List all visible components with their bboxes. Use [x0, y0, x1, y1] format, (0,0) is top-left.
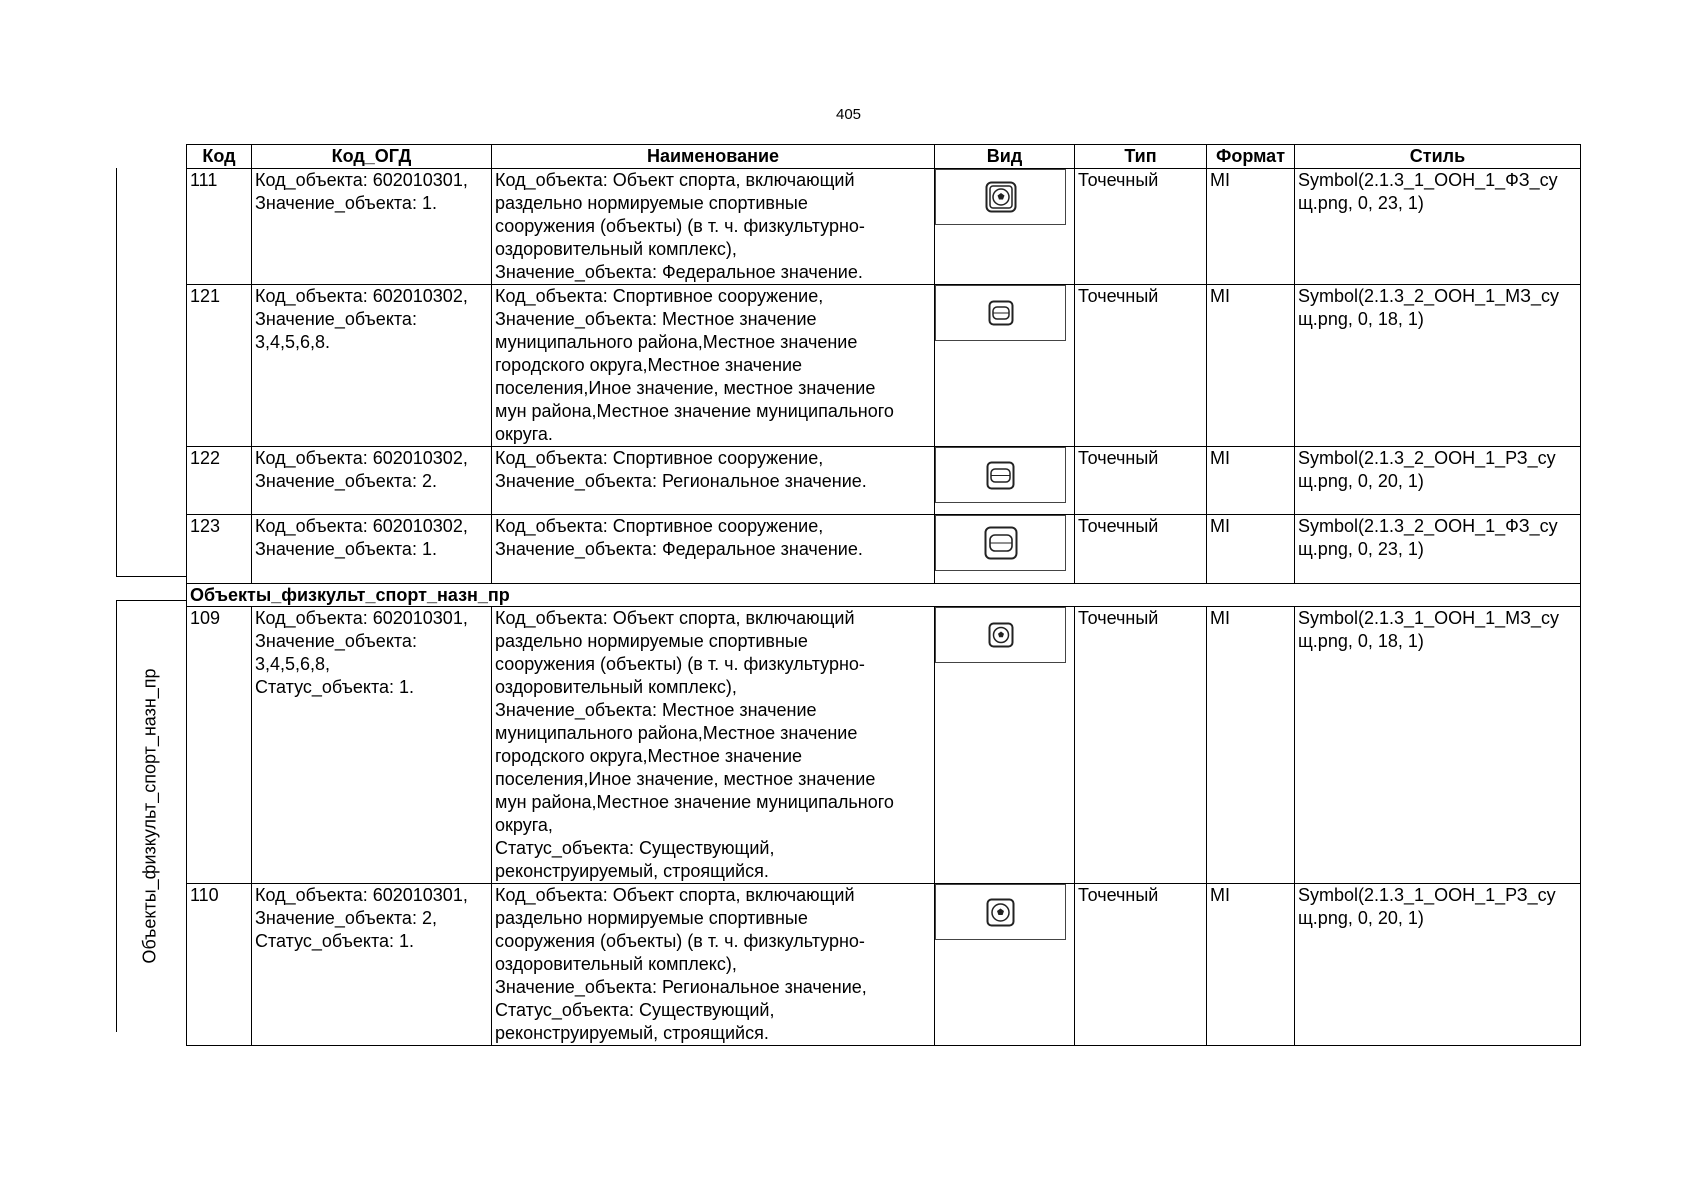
cell-tip: Точечный — [1078, 608, 1159, 628]
group-bracket-line-top — [116, 168, 117, 577]
cell-style: Symbol(2.1.3_1_ООН_1_ФЗ_су щ.png, 0, 23, 1) — [1298, 170, 1558, 213]
cell-kod: 123 — [190, 516, 221, 536]
header-tip: Тип — [1075, 145, 1207, 169]
table-row — [187, 884, 1581, 1046]
cell-style: Symbol(2.1.3_1_ООН_1_МЗ_су щ.png, 0, 18, 1) — [1298, 608, 1559, 651]
cell-name: Код_объекта: Спортивное сооружение, Значение_объекта: Федеральное значение. — [495, 516, 863, 559]
cell-name: Код_объекта: Объект спорта, включающий раздельно нормируемые спортивные сооружения (объекты) (в т. ч. физкультурно- оздоровительный комплекс), Значение_объекта: Федеральное значение. — [495, 170, 865, 282]
header-kod-ogd: Код_ОГД — [252, 145, 492, 169]
cell-name: Код_объекта: Объект спорта, включающий раздельно нормируемые спортивные сооружения (объекты) (в т. ч. физкультурно- оздоровительный комплекс), Значение_объекта: Региональное значение, Статус_объекта: Существующий, реконструируемый, строящийся. — [495, 885, 867, 1043]
cell-kod-ogd: Код_объекта: 602010302, Значение_объекта: 2. — [255, 448, 468, 491]
cell-kod: 121 — [190, 286, 221, 306]
cell-name: Код_объекта: Спортивное сооружение, Значение_объекта: Региональное значение. — [495, 448, 867, 491]
cell-format: MI — [1210, 170, 1230, 190]
table-row — [187, 169, 1581, 285]
header-name: Наименование — [492, 145, 935, 169]
cell-tip: Точечный — [1078, 516, 1159, 536]
cell-vid — [935, 884, 1075, 1046]
cell-format: MI — [1210, 516, 1230, 536]
group-title: Объекты_физкульт_спорт_назн_пр — [187, 584, 1581, 607]
sport-rect-large-icon — [984, 526, 1018, 560]
cell-kod: 109 — [190, 608, 221, 628]
group-bracket-line-top-end — [116, 576, 186, 577]
cell-vid — [935, 607, 1075, 884]
cell-kod-ogd: Код_объекта: 602010302, Значение_объекта: 3,4,5,6,8. — [255, 286, 468, 352]
table-row — [187, 285, 1581, 447]
cell-style: Symbol(2.1.3_2_ООН_1_МЗ_су щ.png, 0, 18, 1) — [1298, 286, 1559, 329]
cell-name: Код_объекта: Объект спорта, включающий раздельно нормируемые спортивные сооружения (объекты) (в т. ч. физкультурно- оздоровительный комплекс), Значение_объекта: Местное значение муниципального района,Местное значение городского округа,Местное значение поселения,Иное значение, местное значение мун района,Местное значение муниципального округа, Статус_объекта: Существующий, реконструируемый, строящийся. — [495, 608, 894, 881]
cell-format: MI — [1210, 608, 1230, 628]
cell-style: Symbol(2.1.3_2_ООН_1_ФЗ_су щ.png, 0, 23, 1) — [1298, 516, 1558, 559]
header-kod: Код — [187, 145, 252, 169]
cell-kod: 110 — [190, 885, 219, 905]
group-side-label: Объекты_физкульт_спорт_назн_пр — [139, 668, 160, 964]
cell-format: MI — [1210, 448, 1230, 468]
cell-format: MI — [1210, 286, 1230, 306]
cell-vid — [935, 285, 1075, 447]
cell-style: Symbol(2.1.3_1_ООН_1_РЗ_су щ.png, 0, 20, 1) — [1298, 885, 1556, 928]
sport-ball-frame-medium-icon — [986, 898, 1015, 927]
cell-tip: Точечный — [1078, 286, 1159, 306]
cell-vid — [935, 515, 1075, 584]
cell-vid — [935, 169, 1075, 285]
cell-tip: Точечный — [1078, 885, 1159, 905]
table-row — [187, 447, 1581, 515]
cell-kod-ogd: Код_объекта: 602010301, Значение_объекта: 1. — [255, 170, 468, 213]
sport-rect-small-icon — [988, 300, 1014, 326]
symbol-table — [186, 144, 1581, 1046]
cell-name: Код_объекта: Спортивное сооружение, Значение_объекта: Местное значение муниципального района,Местное значение городского округа,Местное значение поселения,Иное значение, местное значение мун района,Местное значение муниципального округа. — [495, 286, 894, 444]
group-bracket-line-bottom — [116, 600, 117, 1032]
header-format: Формат — [1207, 145, 1295, 169]
cell-kod: 111 — [190, 170, 218, 190]
group-title-row — [187, 584, 1581, 607]
cell-tip: Точечный — [1078, 448, 1159, 468]
table-row — [187, 515, 1581, 584]
cell-kod: 122 — [190, 448, 221, 468]
cell-kod-ogd: Код_объекта: 602010301, Значение_объекта: 2, Статус_объекта: 1. — [255, 885, 468, 951]
header-style: Стиль — [1295, 145, 1581, 169]
table-row — [187, 607, 1581, 884]
cell-kod-ogd: Код_объекта: 602010301, Значение_объекта: 3,4,5,6,8, Статус_объекта: 1. — [255, 608, 468, 697]
sport-rect-medium-icon — [986, 461, 1015, 490]
cell-kod-ogd: Код_объекта: 602010302, Значение_объекта: 1. — [255, 516, 468, 559]
sport-ball-frame-small-icon — [988, 622, 1014, 648]
sport-ball-frame-large-icon — [985, 181, 1017, 213]
table-header-row — [187, 145, 1581, 169]
cell-style: Symbol(2.1.3_2_ООН_1_РЗ_су щ.png, 0, 20, 1) — [1298, 448, 1556, 491]
page-number: 405 — [835, 106, 862, 123]
cell-format: MI — [1210, 885, 1230, 905]
cell-tip: Точечный — [1078, 170, 1159, 190]
group-bracket-line-bottom-start — [116, 600, 186, 601]
cell-vid — [935, 447, 1075, 515]
header-vid: Вид — [935, 145, 1075, 169]
